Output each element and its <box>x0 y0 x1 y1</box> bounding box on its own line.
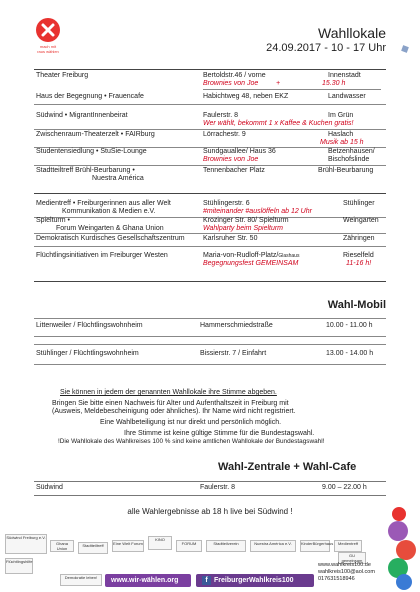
divider <box>34 495 386 496</box>
facebook-link[interactable] <box>196 574 314 587</box>
decor-circle-icon <box>388 521 408 541</box>
lokal-address: Habichtweg 48, neben EKZ <box>203 93 289 100</box>
lokal-note-time: 15.30 h <box>322 80 346 87</box>
wahl-mobil-title: Wahl-Mobil <box>327 299 386 311</box>
lokal-district: Im Grün <box>328 112 354 119</box>
event-date: 24.09.2017 <box>266 42 322 54</box>
sponsor-logo: FORUM <box>176 540 202 552</box>
row-divider <box>34 233 386 234</box>
info-text: !Die Wahllokale des Wahlkreises 100 % sind keine amtlichen Wahllokale der Bundestagswahl! <box>58 438 325 445</box>
row-divider <box>34 364 386 365</box>
lokal-address: Karlsruher Str. 50 <box>203 235 258 242</box>
lokal-note-time: 11-16 h! <box>346 260 372 267</box>
mobil-address: Bissierstr. 7 / Einfahrt <box>200 350 267 357</box>
divider <box>34 481 386 482</box>
lokal-address: Faulerstr. 8 <box>203 112 239 119</box>
lokal-name: Medientreff • Freiburgerinnen aus aller Welt <box>36 200 171 207</box>
lokal-name: Südwind • MigrantInnenbeirat <box>36 112 128 119</box>
results-announcement: alle Wahlergebnisse ab 18 h live bei Südwind ! <box>127 507 293 516</box>
row-divider <box>34 104 386 105</box>
sponsor-logo: Nuestra América e.V. <box>250 540 296 552</box>
contact-info <box>318 562 375 583</box>
lokal-name: Zwischenraum-Theaterzelt • FAIRburg <box>36 131 155 138</box>
lokal-district: Innenstadt <box>328 72 361 79</box>
contact-website: www.wahlkreis100.de <box>318 562 371 568</box>
date-hours <box>266 42 386 54</box>
sponsor-logo: KINO <box>148 536 172 550</box>
row-divider <box>34 246 386 247</box>
contact-phone: 017631518946 <box>318 576 355 582</box>
contact-email: wahlkreis100@aol.com <box>318 569 375 575</box>
mobil-address: Hammerschmiedstraße <box>200 322 273 329</box>
lokal-district: Landwasser <box>328 93 366 100</box>
lokal-address: Tennenbacher Platz <box>203 167 265 174</box>
row-divider <box>34 129 386 130</box>
info-text: Sie können in jedem der genannten Wahllokale ihre Stimme abgeben. <box>60 389 277 396</box>
info-text: (Ausweis, Meldebescheinigung oder ähnliches). Ihr Name wird nicht registriert. <box>52 408 296 415</box>
logo-caption <box>30 44 66 54</box>
lokal-note: Musik ab 15 h <box>320 139 364 146</box>
lokal-name: Flüchtlingsinitiativen im Freiburger Westen <box>36 252 168 259</box>
lokal-district: Brühl-Beurbarung <box>318 167 374 174</box>
page-title: Wahllokale <box>318 25 386 41</box>
lokal-address: Stühlingerstr. 6 <box>203 200 250 207</box>
lokal-name: Studentensiedlung • StuSie-Lounge <box>36 148 147 155</box>
row-divider <box>34 344 386 345</box>
lokal-district: Rieselfeld <box>343 252 374 259</box>
zentrale-place: Südwind <box>36 484 63 491</box>
lokal-name: Spielturm • <box>36 217 70 224</box>
logo-caption-line: raus wählen <box>37 49 59 54</box>
lokal-name: Stadtteiltreff Brühl-Beurbarung • <box>36 167 135 174</box>
mobil-place: Littenweiler / Flüchtlingswohnheim <box>36 322 143 329</box>
zentrale-time: 9.00 – 22.00 h <box>322 484 367 491</box>
mobil-time: 10.00 - 11.00 h <box>326 322 373 329</box>
divider <box>34 281 386 282</box>
lokal-address-small: Glashaus <box>278 253 300 259</box>
lokal-address-main: Maria-von-Rudloff-Platz/ <box>203 252 279 259</box>
note-underline <box>203 89 381 90</box>
info-text: Bringen Sie bitte einen Nachweis für Alter und Aufenthaltszeit in Freiburg mit <box>52 400 289 407</box>
decor-circle-icon <box>396 540 416 560</box>
corner-deco-icon <box>401 45 409 53</box>
wahlkreis-logo <box>36 18 60 42</box>
lokal-name: Haus der Begegnung • Frauencafe <box>36 93 144 100</box>
lokal-name: Nuestra América <box>92 175 144 182</box>
lokal-name: Demokratisch Kurdisches Gesellschaftszentrum <box>36 235 185 242</box>
decor-circle-icon <box>392 507 406 521</box>
sponsor-logo: Stadtteilverein <box>206 540 246 552</box>
sponsor-logo: Medientreff <box>334 540 362 552</box>
sponsor-logo: Demokratie leben! <box>60 574 102 586</box>
sponsor-logo: Flüchtlingshilfe <box>5 558 33 574</box>
row-divider <box>34 165 386 166</box>
info-text: Ihre Stimme ist keine gültige Stimme für die Bundestagswahl. <box>124 430 315 437</box>
mobil-time: 13.00 - 14.00 h <box>326 350 374 357</box>
lokal-note: Brownies von Joe <box>203 156 259 163</box>
lokal-note: Begegnungsfest GEMEINSAM <box>203 260 299 267</box>
lokal-district: Stühlinger <box>343 200 375 207</box>
zentrale-title: Wahl-Zentrale + Wahl-Cafe <box>218 461 357 473</box>
lokal-name: Forum Weingarten & Ghana Union <box>56 225 164 232</box>
lokal-note: #miteinander #auslöffeln ab 12 Uhr <box>203 208 312 215</box>
lokal-address: Bertoldstr.46 / vorne <box>203 72 266 79</box>
lokal-district: Bischofslinde <box>328 156 370 163</box>
divider <box>34 193 386 194</box>
divider <box>34 69 386 70</box>
sponsor-logo: Stadtteiltreff <box>78 542 108 554</box>
info-text: Eine Wahlbeteiligung ist nur direkt und persönlich möglich. <box>100 419 282 426</box>
lokal-district: Zähringen <box>343 235 375 242</box>
lokal-address: Sundgauallee/ Haus 36 <box>203 148 276 155</box>
logo-caption-line: mach mit <box>39 44 57 49</box>
lokal-address: Lörrachestr. 9 <box>203 131 246 138</box>
sponsor-logo: Südwind Freiburg e.V. <box>5 534 47 554</box>
lokal-note-plus: + <box>276 80 281 87</box>
lokal-address <box>203 252 299 260</box>
lokal-district: Weingarten <box>343 217 379 224</box>
lokal-note: Brownies von Joe <box>203 80 259 87</box>
mobil-place: Stühlinger / Flüchtlingswohnheim <box>36 350 139 357</box>
lokal-note: Wahlparty beim Spielturm <box>203 225 284 232</box>
lokal-name: Kommunikation & Medien e.V. <box>62 208 156 215</box>
facebook-icon: f <box>202 576 211 585</box>
sponsor-logo: Eine Welt Forum <box>112 540 144 552</box>
opening-hours: 10 - 17 Uhr <box>330 42 386 54</box>
facebook-label: FreiburgerWahlkreis100 <box>214 577 294 584</box>
sponsor-logo: Ghana Union <box>50 540 74 552</box>
sponsor-logo: KinderBürgerhaus <box>300 540 330 552</box>
cross-icon <box>36 18 60 42</box>
lokal-name: Theater Freiburg <box>36 72 89 79</box>
zentrale-address: Faulerstr. 8 <box>200 484 236 491</box>
website-link[interactable]: www.wir-wählen.org <box>105 574 191 587</box>
row-divider <box>34 318 386 319</box>
lokal-district: Haslach <box>328 131 354 138</box>
sponsor-logo: GU gemeinsam <box>338 552 366 564</box>
row-divider <box>34 336 386 337</box>
decor-circle-icon <box>396 574 412 590</box>
lokal-note: Wer wählt, bekommt 1 x Kaffee & Kuchen gratis! <box>203 120 354 127</box>
separator: - <box>324 42 328 54</box>
lokal-address: Krozinger Str. 80/ Spielturm <box>203 217 289 224</box>
lokal-district: Betzenhausen/ <box>328 148 375 155</box>
